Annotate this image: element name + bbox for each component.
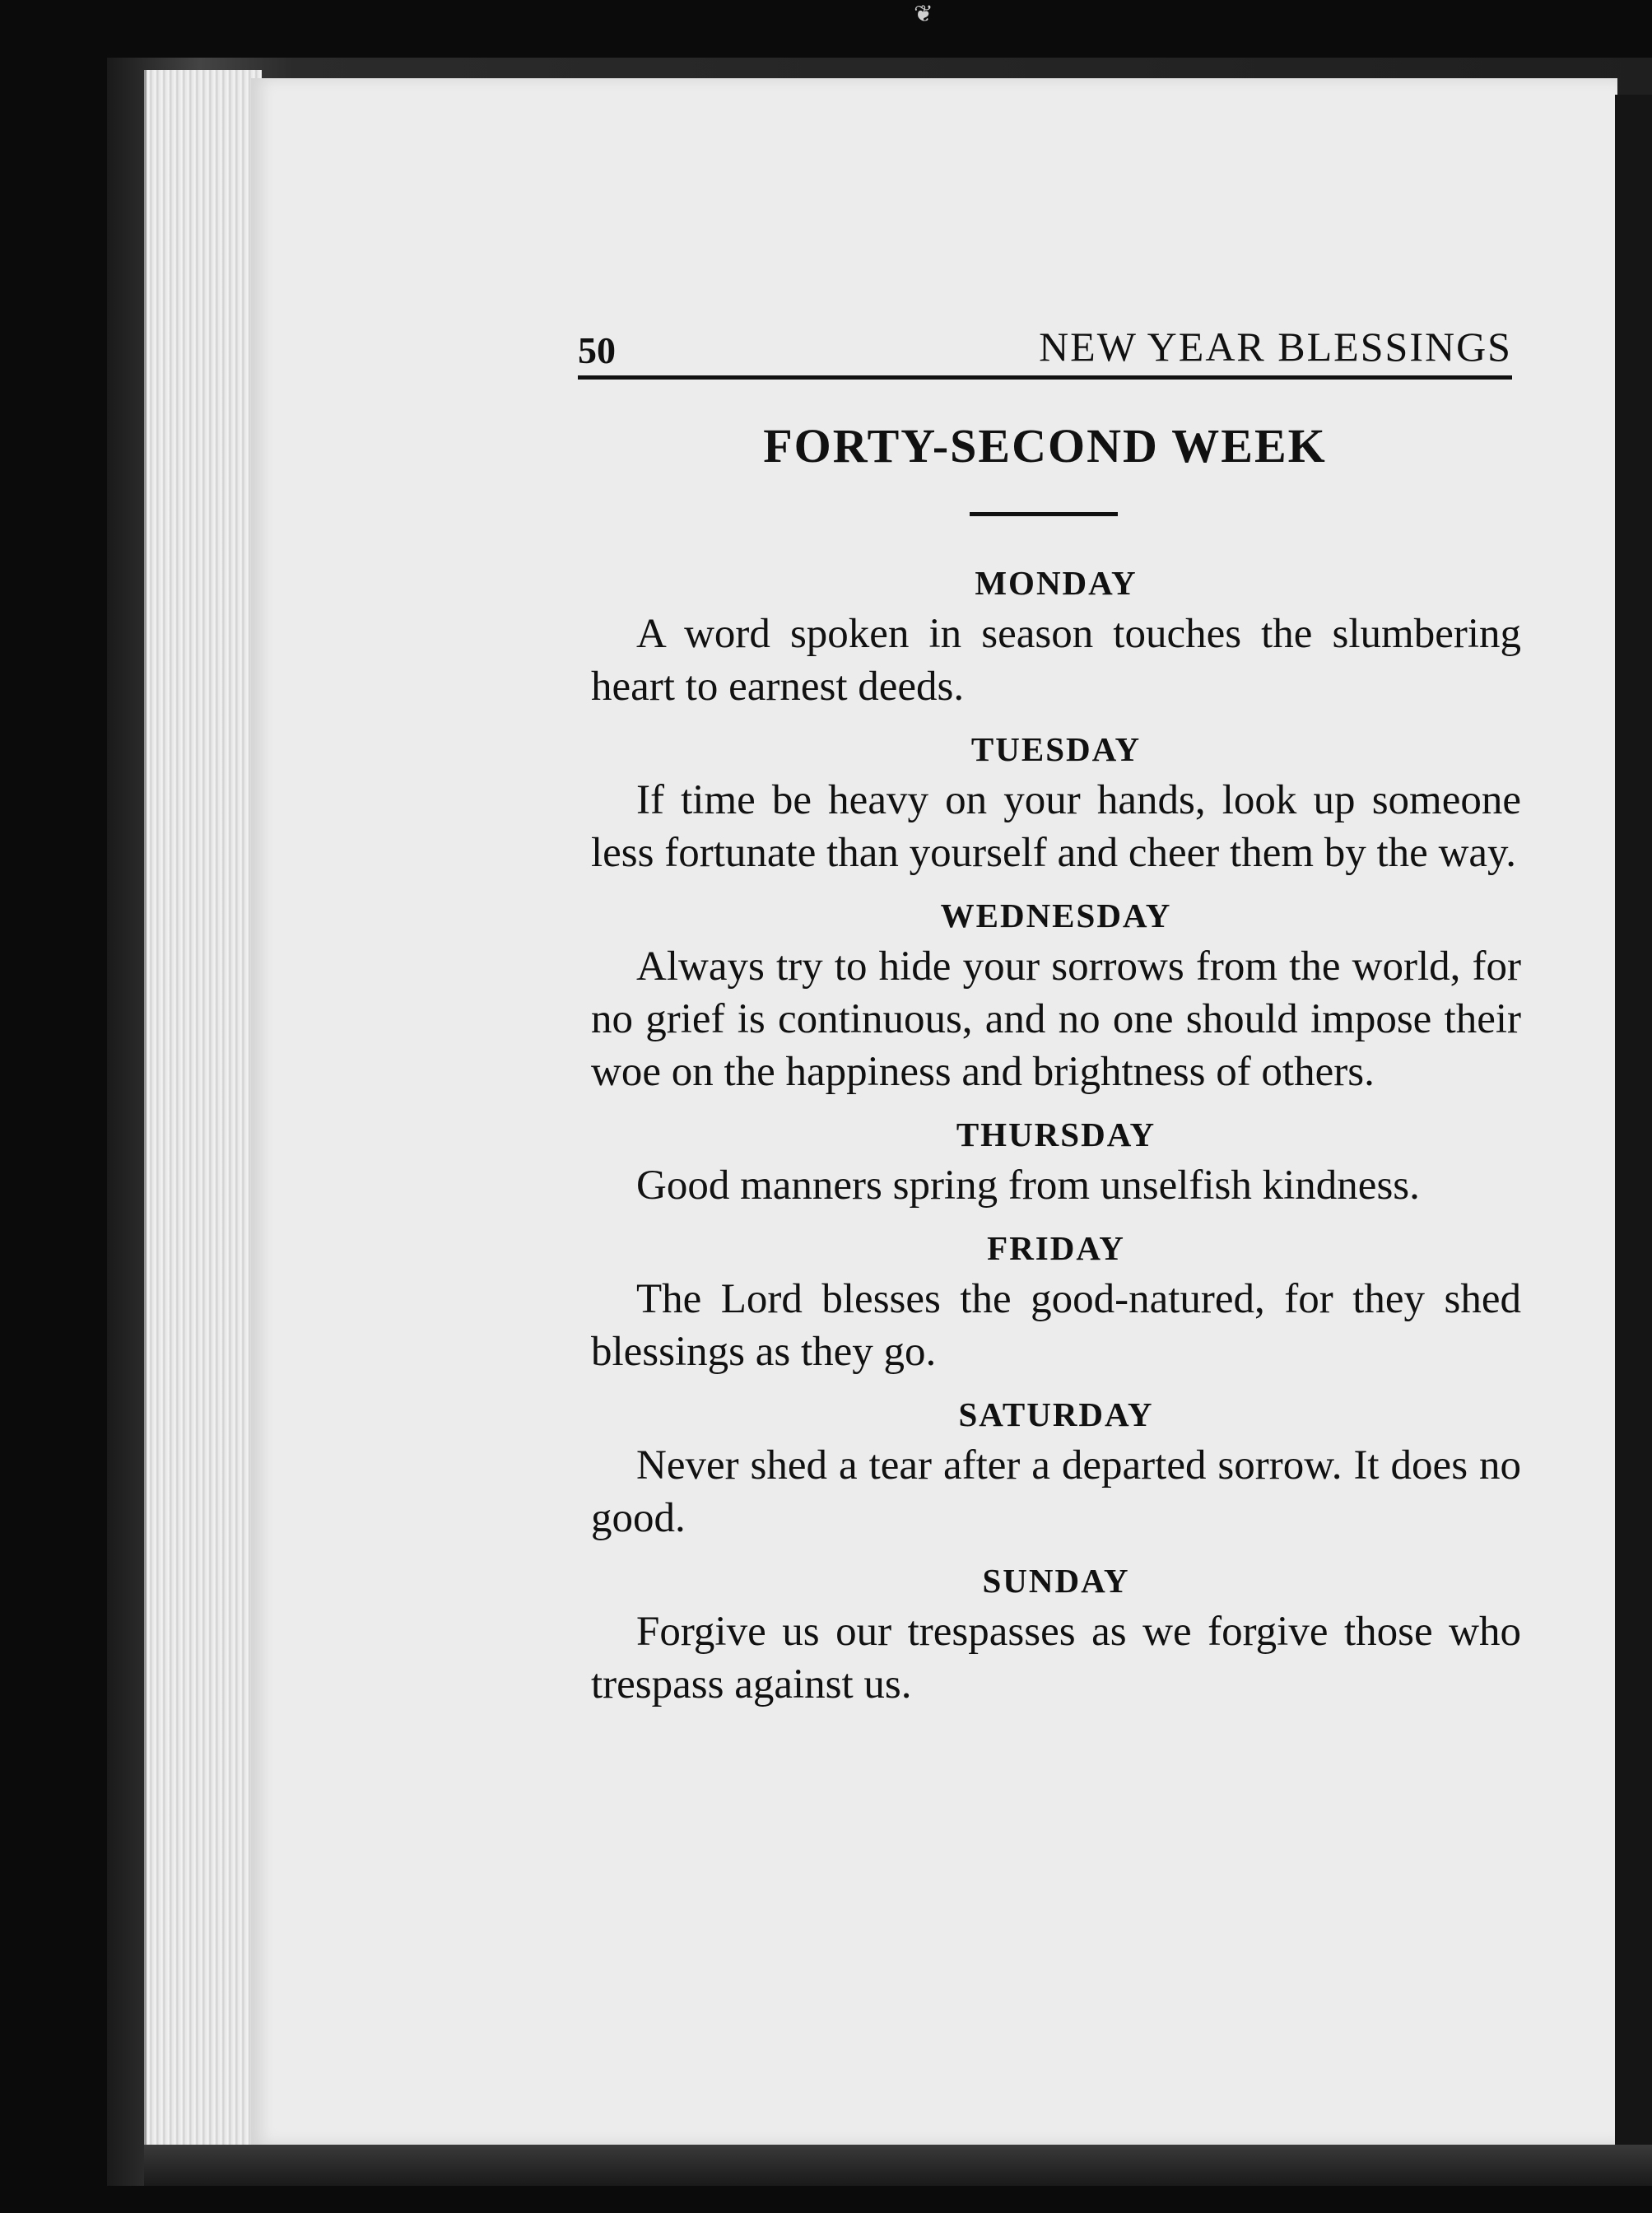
book-bottom-edge bbox=[144, 2145, 1652, 2186]
entry-text: Forgive us our trespasses as we forgive those who trespass against us. bbox=[591, 1609, 1521, 1708]
entry-text: If time be heavy on your hands, look up someone less fortunate than yourself and cheer them by the way. bbox=[591, 777, 1521, 876]
entry-monday bbox=[591, 561, 1521, 713]
day-heading: TUESDAY bbox=[970, 730, 1142, 768]
page-number: 50 bbox=[578, 329, 616, 371]
title-rule bbox=[970, 512, 1118, 516]
day-heading: FRIDAY bbox=[987, 1229, 1125, 1267]
entry-text: Good manners spring from unselfish kindness. bbox=[636, 1162, 1420, 1209]
entry-text: A word spoken in season touches the slumbering heart to earnest deeds. bbox=[591, 611, 1521, 710]
page-shadow bbox=[1615, 95, 1652, 2169]
entry-wednesday bbox=[591, 894, 1521, 1098]
day-heading: THURSDAY bbox=[956, 1116, 1156, 1153]
entry-sunday bbox=[591, 1559, 1521, 1711]
running-head bbox=[578, 305, 1512, 380]
day-heading: SATURDAY bbox=[958, 1395, 1154, 1433]
running-title: NEW YEAR BLESSINGS bbox=[1039, 324, 1512, 370]
entries-list bbox=[591, 550, 1521, 1726]
entry-saturday bbox=[591, 1393, 1521, 1544]
entry-text: Always try to hide your sorrows from the world, for no grief is continuous, and no one should impose their woe on the happiness and brightness of others. bbox=[591, 943, 1521, 1095]
day-heading: WEDNESDAY bbox=[940, 897, 1172, 934]
section-title: FORTY-SECOND WEEK bbox=[763, 419, 1327, 473]
page-edges bbox=[144, 70, 262, 2145]
ornament-icon: ❦ bbox=[914, 0, 933, 27]
entry-friday bbox=[591, 1227, 1521, 1378]
entry-tuesday bbox=[591, 728, 1521, 879]
entry-text: Never shed a tear after a departed sorrow. It does no good. bbox=[591, 1442, 1521, 1541]
entry-text: The Lord blesses the good-natured, for they shed blessings as they go. bbox=[591, 1276, 1521, 1375]
entry-thursday bbox=[591, 1113, 1521, 1212]
day-heading: SUNDAY bbox=[982, 1562, 1130, 1600]
day-heading: MONDAY bbox=[975, 564, 1138, 602]
